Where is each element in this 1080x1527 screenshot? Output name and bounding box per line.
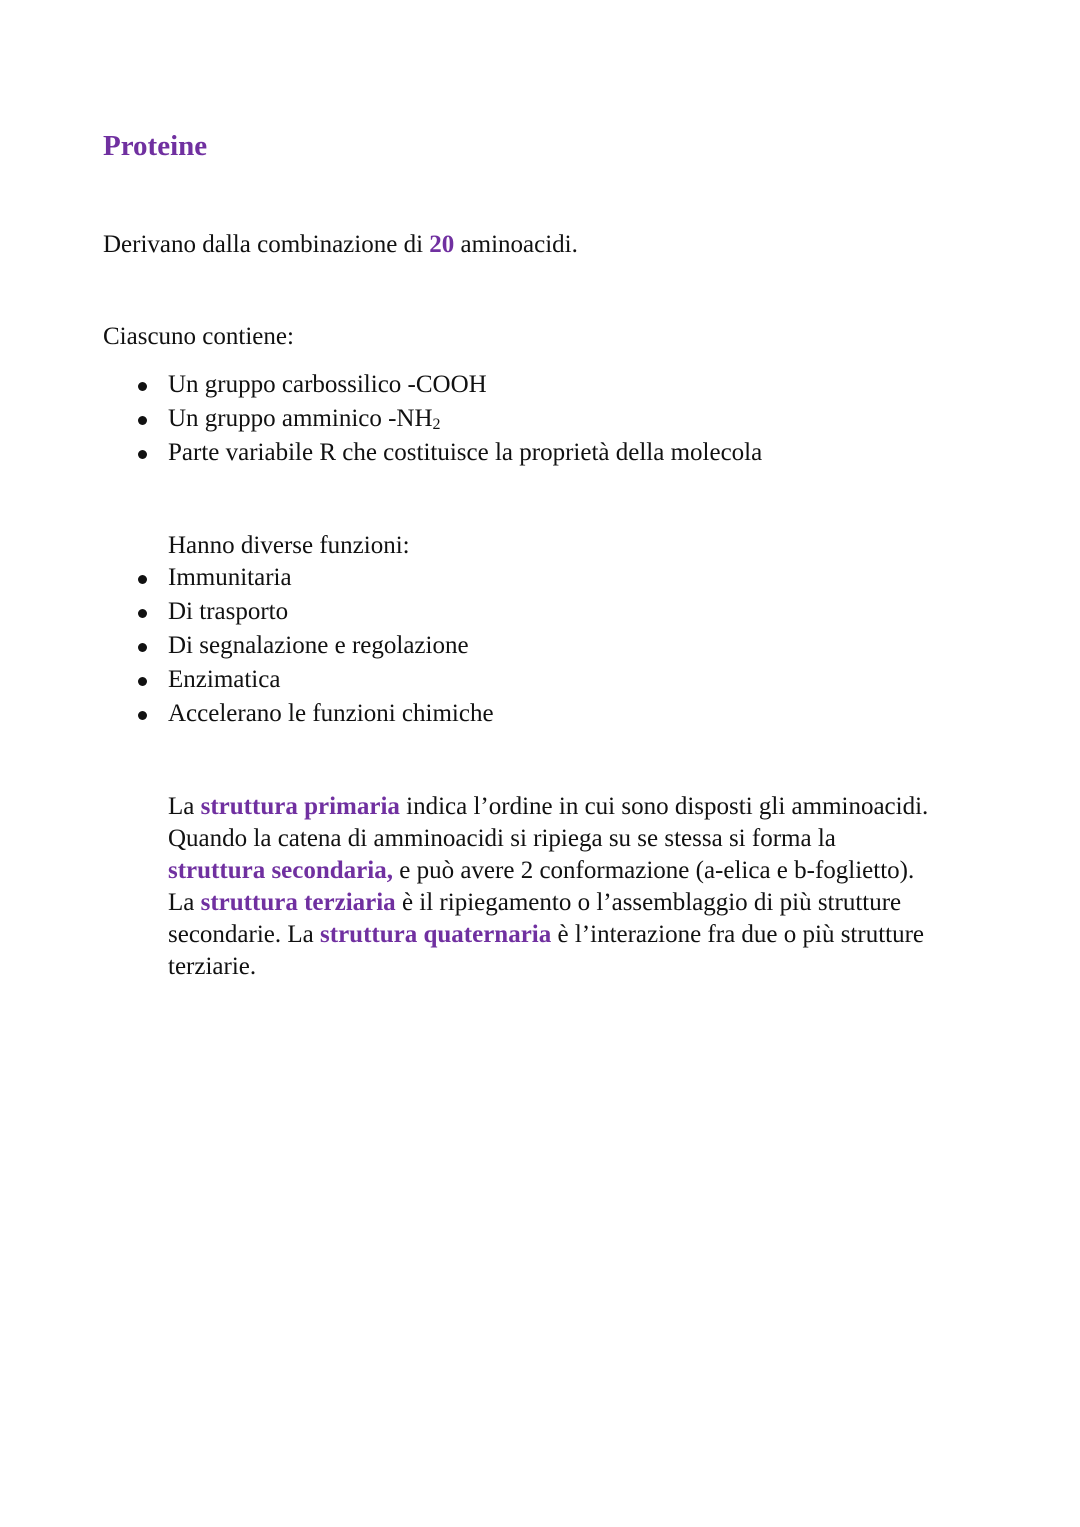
secondary-structure-term: struttura secondaria,	[168, 857, 393, 884]
text-line: terziarie.	[168, 953, 257, 980]
text-line: secondarie. La struttura quaternaria è l’interazione fra due o più strutture	[168, 921, 925, 948]
page-title: Proteine	[103, 130, 208, 162]
intro-text-before: Derivano dalla combinazione di	[103, 231, 430, 258]
text-line: La struttura terziaria è il ripiegamento o l’assemblaggio di più strutture	[168, 889, 902, 916]
list-item: Immunitaria	[103, 561, 494, 595]
text-line: Quando la catena di amminoacidi si ripiega su se stessa si forma la	[168, 825, 836, 852]
contains-label: Ciascuno contiene:	[103, 323, 294, 350]
structure-paragraph	[168, 791, 988, 983]
contains-list	[103, 368, 762, 470]
tertiary-structure-term: struttura terziaria	[200, 889, 396, 916]
list-item: Un gruppo carbossilico -COOH	[103, 368, 762, 402]
intro-paragraph	[103, 228, 578, 262]
list-item: Di segnalazione e regolazione	[103, 629, 494, 663]
functions-label: Hanno diverse funzioni:	[168, 532, 410, 559]
amino-acid-count: 20	[429, 231, 455, 258]
list-item: Parte variabile R che costituisce la proprietà della molecola	[103, 436, 762, 470]
functions-list	[103, 561, 494, 731]
list-item: Enzimatica	[103, 663, 494, 697]
subscript-two: 2	[432, 416, 441, 433]
list-item: Accelerano le funzioni chimiche	[103, 697, 494, 731]
intro-text-after: aminoacidi.	[454, 231, 578, 258]
list-item: Un gruppo amminico -NH2	[103, 402, 762, 436]
text-line: La struttura primaria indica l’ordine in cui sono disposti gli amminoacidi.	[168, 793, 929, 820]
text-line: struttura secondaria, e può avere 2 conformazione (a-elica e b-foglietto).	[168, 857, 915, 884]
list-item: Di trasporto	[103, 595, 494, 629]
quaternary-structure-term: struttura quaternaria	[320, 921, 552, 948]
primary-structure-term: struttura primaria	[200, 793, 400, 820]
